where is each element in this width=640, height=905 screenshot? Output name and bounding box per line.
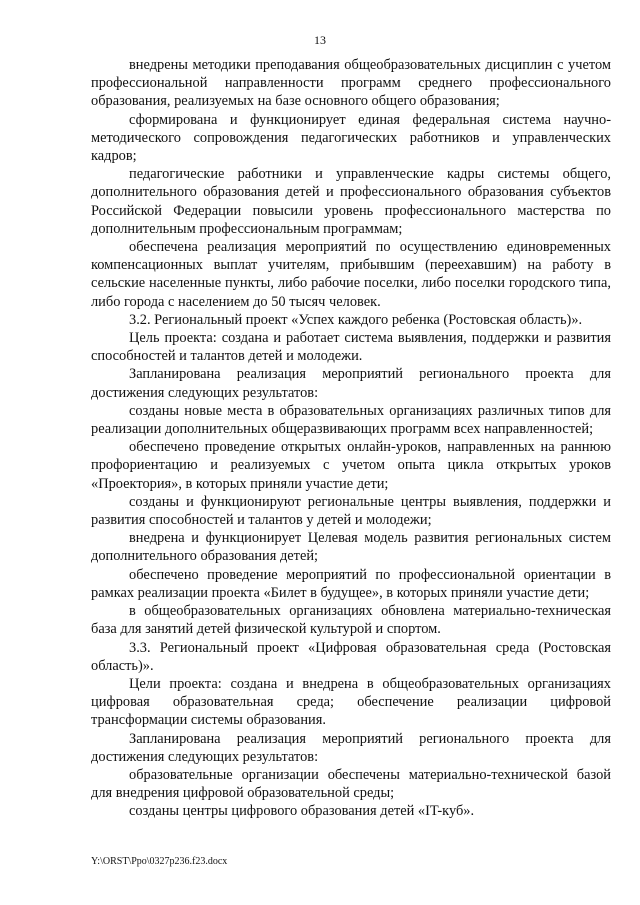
- paragraph: обеспечено проведение мероприятий по профессиональной ориентации в рамках реализации проекта «Билет в будущее», в которых приняли участие дети;: [91, 566, 611, 601]
- paragraph: сформирована и функционирует единая федеральная система научно-методического сопровождения педагогических работников и управленческих кадров;: [91, 111, 611, 165]
- paragraph: Цели проекта: создана и внедрена в общеобразовательных организациях цифровая образовательная среда; обеспечение реализации цифровой трансформации системы образования.: [91, 675, 611, 729]
- document-body: [91, 56, 611, 821]
- paragraph: Запланирована реализация мероприятий регионального проекта для достижения следующих результатов:: [91, 730, 611, 765]
- paragraph: созданы новые места в образовательных организациях различных типов для реализации дополнительных общеразвивающих программ всех направленностей;: [91, 402, 611, 438]
- paragraph: обеспечено проведение открытых онлайн-уроков, направленных на раннюю профориентацию и реализуемых с учетом опыта цикла открытых уроков «Проектория», в которых приняли участие дети;: [91, 439, 611, 492]
- paragraph: внедрены методики преподавания общеобразовательных дисциплин с учетом профессиональной направленности программ среднего профессионального образования, реализуемых на базе основного общего образования;: [91, 57, 611, 110]
- section-heading: 3.3. Региональный проект «Цифровая образовательная среда (Ростовская область)».: [91, 639, 611, 674]
- paragraph: внедрена и функционирует Целевая модель развития региональных систем дополнительного образования детей;: [91, 530, 611, 565]
- paragraph: образовательные организации обеспечены материально-технической базой для внедрения цифровой образовательной среды;: [91, 766, 611, 802]
- page-number: 13: [314, 33, 326, 47]
- paragraph: обеспечена реализация мероприятий по осуществлению единовременных компенсационных выплат учителям, прибывшим (переехавшим) на работу в сельские населенные пункты, либо рабочие поселки, либо поселки городского типа, либо города с населением до 50 тысяч человек.: [91, 239, 611, 310]
- paragraph: созданы центры цифрового образования детей «IT-куб».: [129, 803, 475, 820]
- paragraph: Цель проекта: создана и работает система выявления, поддержки и развития способностей и талантов детей и молодежи.: [91, 330, 611, 365]
- footer-file-path: Y:\ORST\Ppo\0327p236.f23.docx: [91, 856, 228, 867]
- section-heading: 3.2. Региональный проект «Успех каждого ребенка (Ростовская область)».: [129, 311, 583, 328]
- paragraph: педагогические работники и управленческие кадры системы общего, дополнительного образования детей и профессионального образования субъектов Российской Федерации повысили уровень профессионального мастерства по дополнительным профессиональным программам;: [91, 166, 611, 237]
- paragraph: Запланирована реализация мероприятий регионального проекта для достижения следующих результатов:: [91, 366, 611, 401]
- paragraph: созданы и функционируют региональные центры выявления, поддержки и развития способностей и талантов у детей и молодежи;: [91, 493, 611, 529]
- paragraph: в общеобразовательных организациях обновлена материально-техническая база для занятий детей физической культурой и спортом.: [91, 603, 611, 638]
